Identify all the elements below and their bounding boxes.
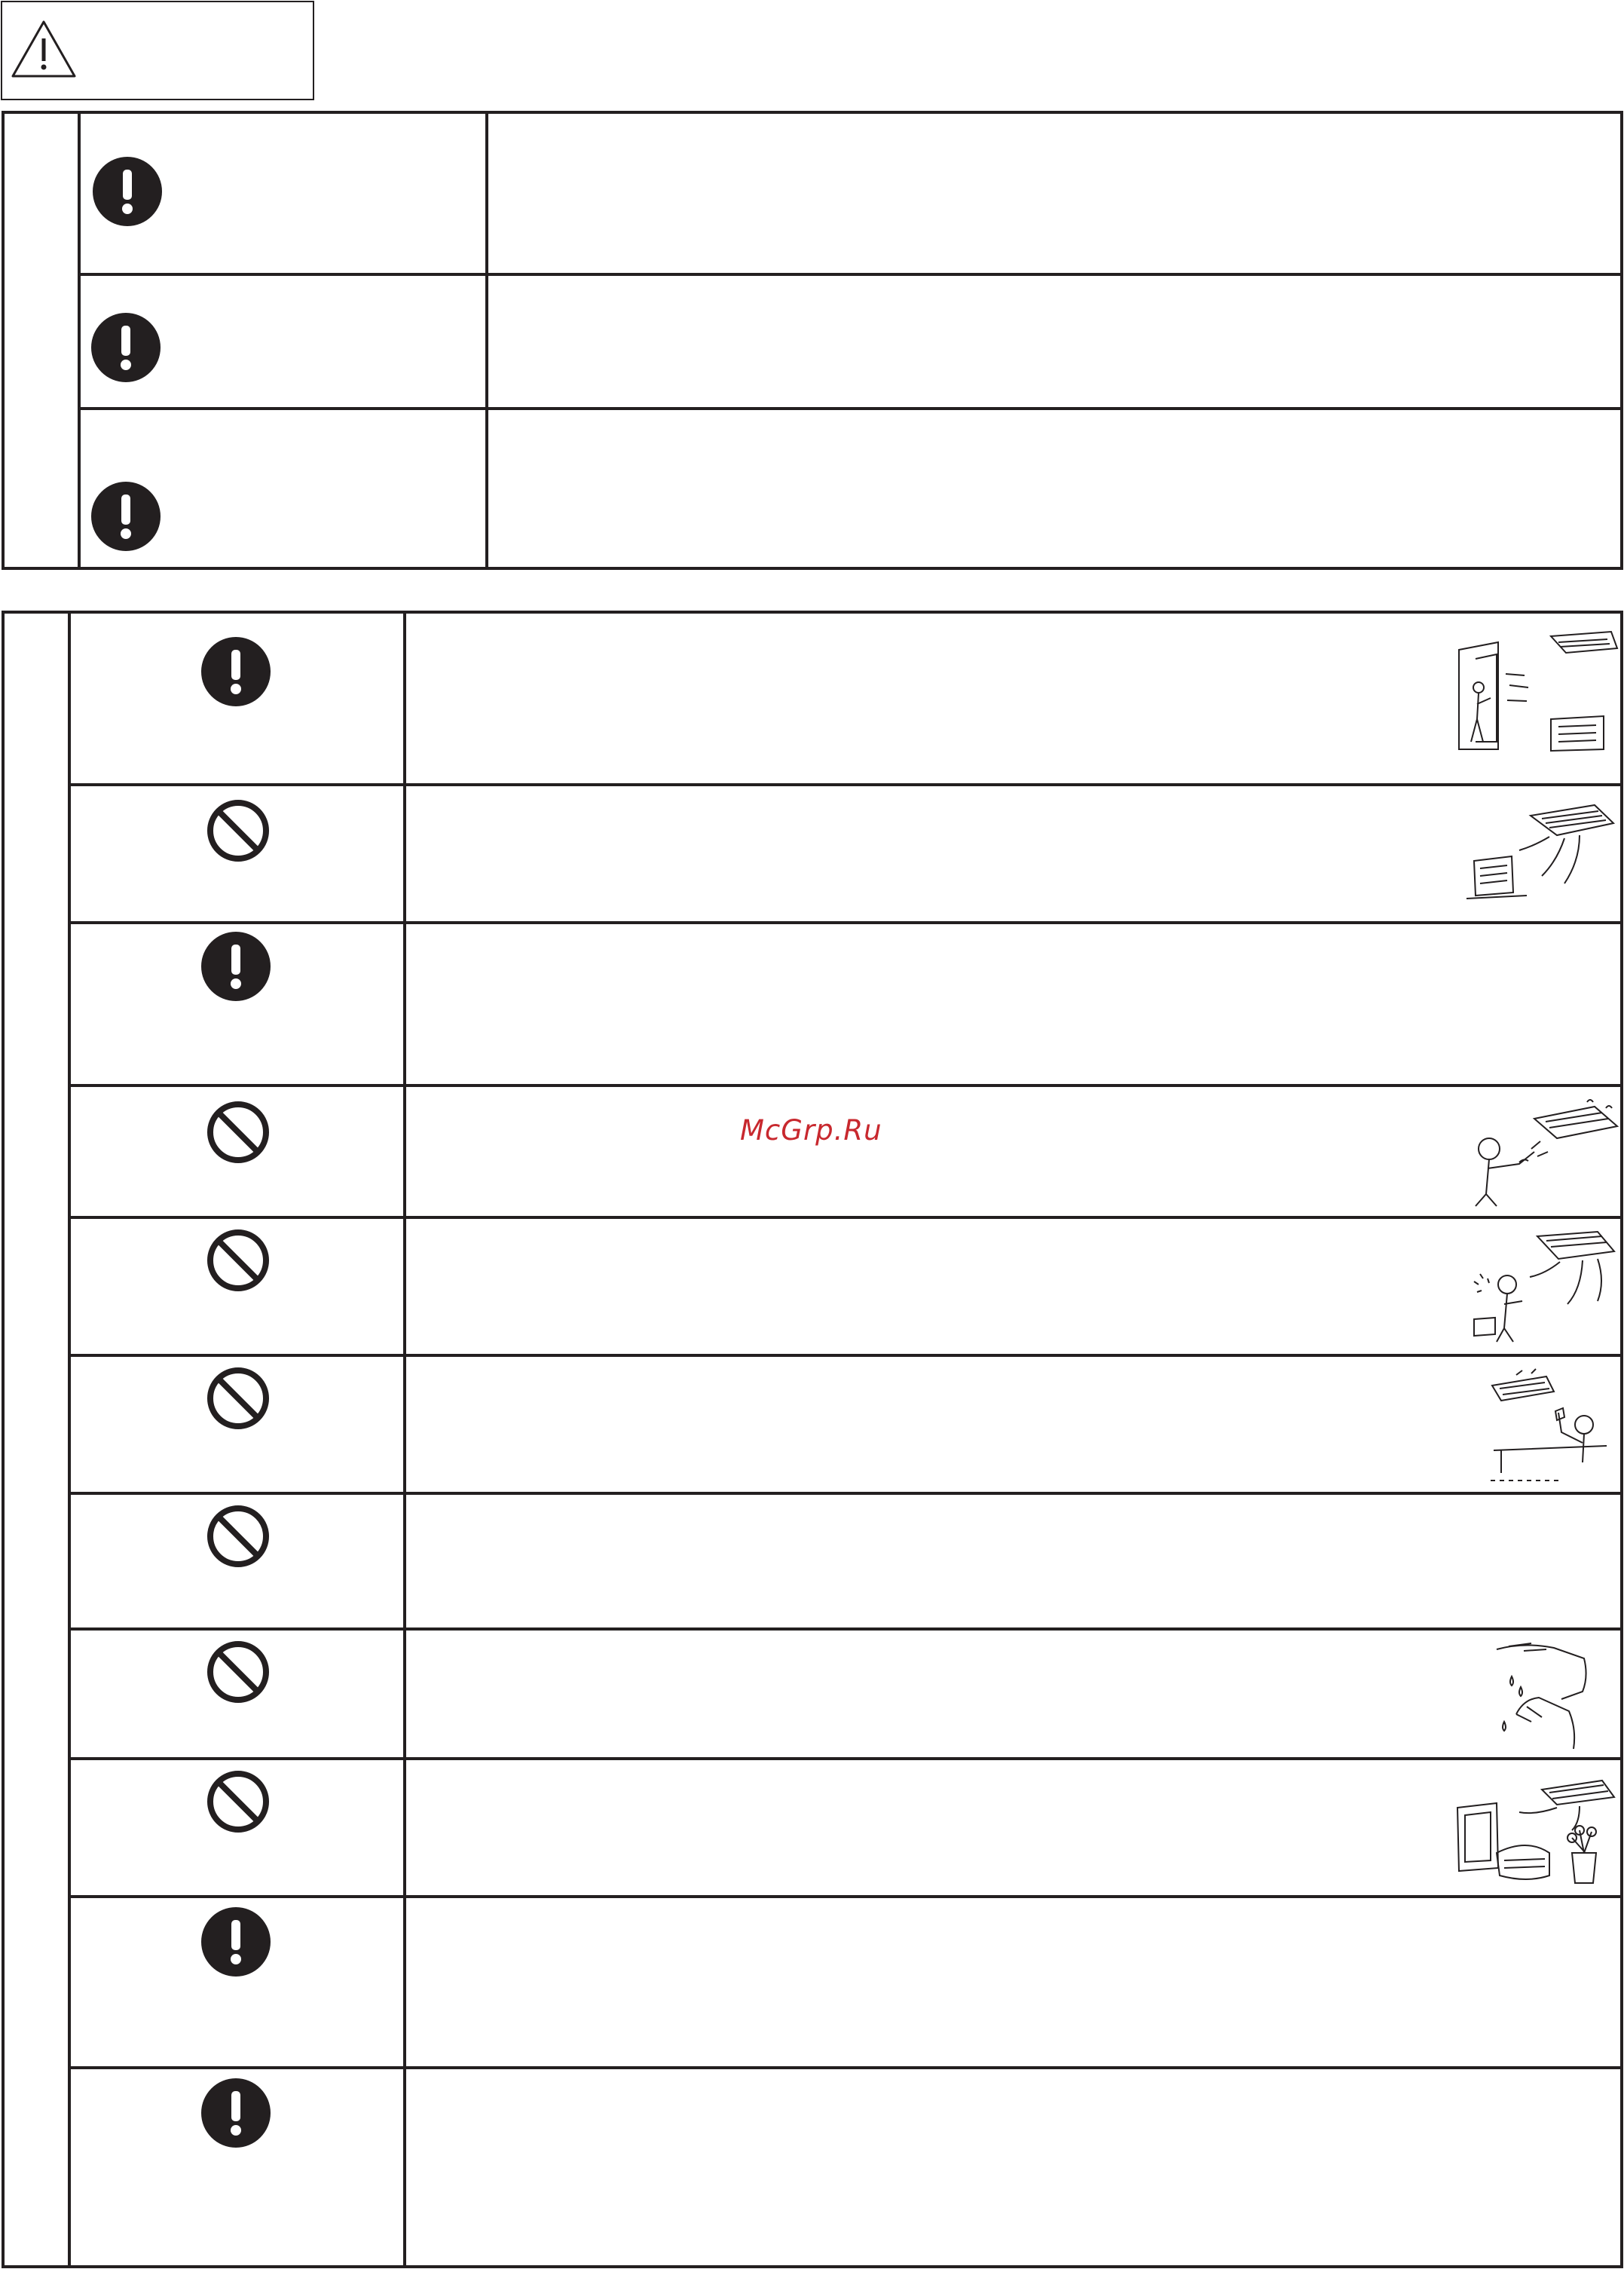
mandatory-exclamation-icon: [91, 482, 161, 554]
person-spraying-unit-illustration: [1459, 1096, 1621, 1212]
table-divider: [78, 114, 81, 567]
table-divider: [68, 1627, 1620, 1631]
mandatory-exclamation-icon: [91, 313, 161, 385]
table-divider: [403, 614, 406, 2265]
mandatory-exclamation-icon: [201, 2078, 271, 2151]
mandatory-exclamation-icon: [201, 1907, 271, 1980]
watermark: McGrp.Ru: [740, 1114, 882, 1147]
wet-hands-illustration: [1494, 1639, 1592, 1755]
table-divider: [78, 273, 1620, 276]
caution-table: [2, 611, 1623, 2268]
table-divider: [68, 1492, 1620, 1495]
warning-triangle-icon: [8, 17, 79, 82]
table-divider: [68, 921, 1620, 924]
table-divider: [68, 1757, 1620, 1760]
warning-header-box: [1, 1, 314, 100]
table-divider: [68, 2066, 1620, 2069]
table-divider: [68, 614, 71, 2265]
mandatory-exclamation-icon: [93, 157, 162, 229]
table-divider: [68, 1354, 1620, 1357]
prohibition-icon: [206, 1101, 270, 1167]
airflow-on-plants-and-pictures-illustration: [1451, 1778, 1617, 1894]
table-divider: [68, 1084, 1620, 1087]
prohibition-icon: [206, 1640, 270, 1707]
table-divider: [68, 1216, 1620, 1219]
table-divider: [68, 1895, 1620, 1898]
prohibition-icon: [206, 1770, 270, 1836]
prohibition-icon: [206, 1229, 270, 1295]
table-divider: [78, 407, 1620, 410]
prohibition-icon: [206, 1367, 270, 1433]
prohibition-icon: [206, 1505, 270, 1571]
warning-table: [2, 111, 1623, 570]
airflow-on-heater-illustration: [1459, 801, 1617, 909]
table-divider: [485, 114, 488, 567]
mandatory-exclamation-icon: [201, 637, 271, 709]
person-under-airflow-illustration: [1470, 1229, 1620, 1352]
table-divider: [68, 783, 1620, 786]
prohibition-icon: [206, 799, 270, 865]
person-cleaning-unit-illustration: [1486, 1367, 1614, 1491]
person-at-door-with-ceiling-unit-illustration: [1453, 629, 1620, 760]
mandatory-exclamation-icon: [201, 932, 271, 1004]
